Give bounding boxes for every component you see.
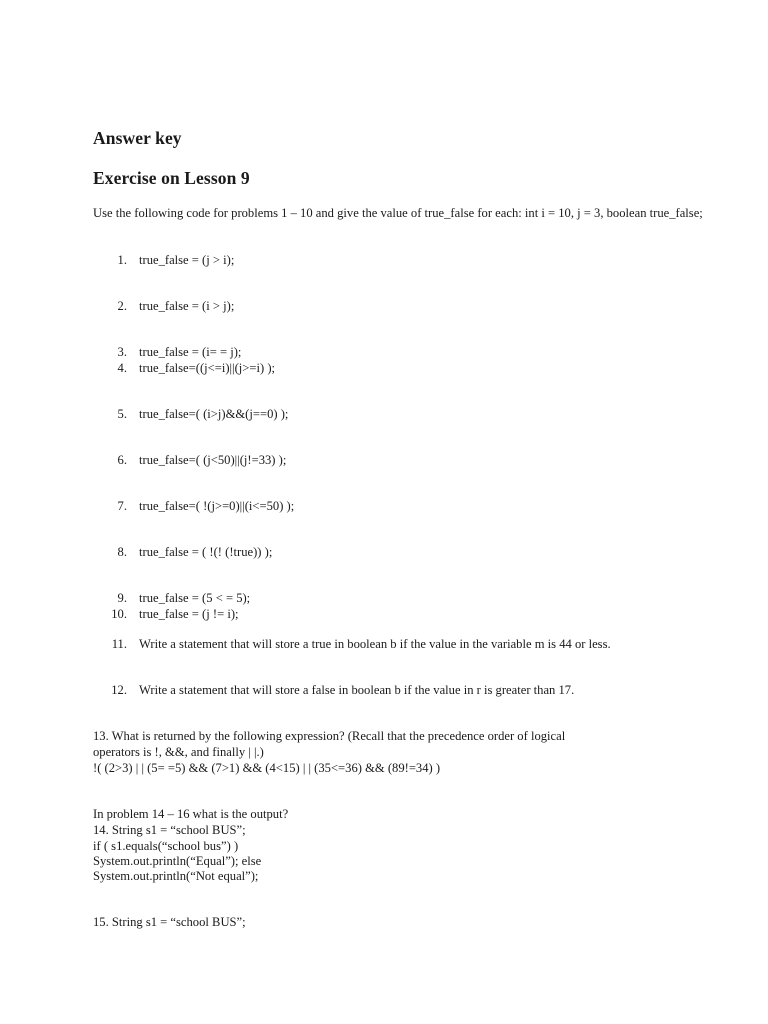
problem-number: 4. [117, 361, 127, 375]
q14-code-line: System.out.println(“Equal”); else [93, 854, 262, 868]
problem-text: true_false = ( !(! (!true)) ); [139, 545, 273, 559]
q13-expression: !( (2>3) | | (5= =5) && (7>1) && (4<15) | | (35<=36) && (89!=34) ) [93, 761, 441, 775]
problem-text: true_false = (i= = j); [139, 345, 242, 359]
problem-text: true_false = (5 < = 5); [139, 591, 251, 605]
problem-text: true_false=( !(j>=0)||(i<=50) ); [139, 499, 295, 513]
problem-number: 5. [117, 407, 127, 421]
intro-paragraph: Use the following code for problems 1 – 10 and give the value of true_false for each: int i = 10, j = 3, boolean true_false; [93, 206, 703, 220]
problem-number: 7. [117, 499, 127, 513]
problem-number: 9. [117, 591, 127, 605]
problem-number: 6. [117, 453, 127, 467]
problem-number: 1. [117, 253, 127, 267]
page-title: Answer key [93, 128, 182, 148]
q13-line: operators is !, &&, and finally | |.) [93, 745, 264, 759]
problem-text: true_false = (j != i); [139, 607, 239, 621]
problem-text: Write a statement that will store a true in boolean b if the value in the variable m is 44 or less. [139, 637, 611, 651]
problem-text: Write a statement that will store a false in boolean b if the value in r is greater than 17. [139, 683, 575, 697]
exercise-heading: Exercise on Lesson 9 [93, 168, 250, 188]
q14-code-line: 14. String s1 = “school BUS”; [93, 823, 246, 837]
problem-text: true_false=( (i>j)&&(j==0) ); [139, 407, 289, 421]
problem-text: true_false = (j > i); [139, 253, 235, 267]
problem-text: true_false = (i > j); [139, 299, 235, 313]
problem-number: 3. [117, 345, 127, 359]
problem-text: true_false=( (j<50)||(j!=33) ); [139, 453, 287, 467]
problem-number: 2. [117, 299, 127, 313]
q14-code-line: System.out.println(“Not equal”); [93, 869, 259, 883]
problem-number: 11. [111, 637, 127, 651]
problem-number: 10. [111, 607, 127, 621]
problem-number: 8. [117, 545, 127, 559]
q15-code-line: 15. String s1 = “school BUS”; [93, 915, 246, 929]
q14-code-line: if ( s1.equals(“school bus”) ) [93, 839, 239, 853]
problem-number: 12. [111, 683, 127, 697]
problem-text: true_false=((j<=i)||(j>=i) ); [139, 361, 276, 375]
q14-intro: In problem 14 – 16 what is the output? [93, 807, 289, 821]
q13-line: 13. What is returned by the following expression? (Recall that the precedence order of logical [93, 729, 566, 743]
